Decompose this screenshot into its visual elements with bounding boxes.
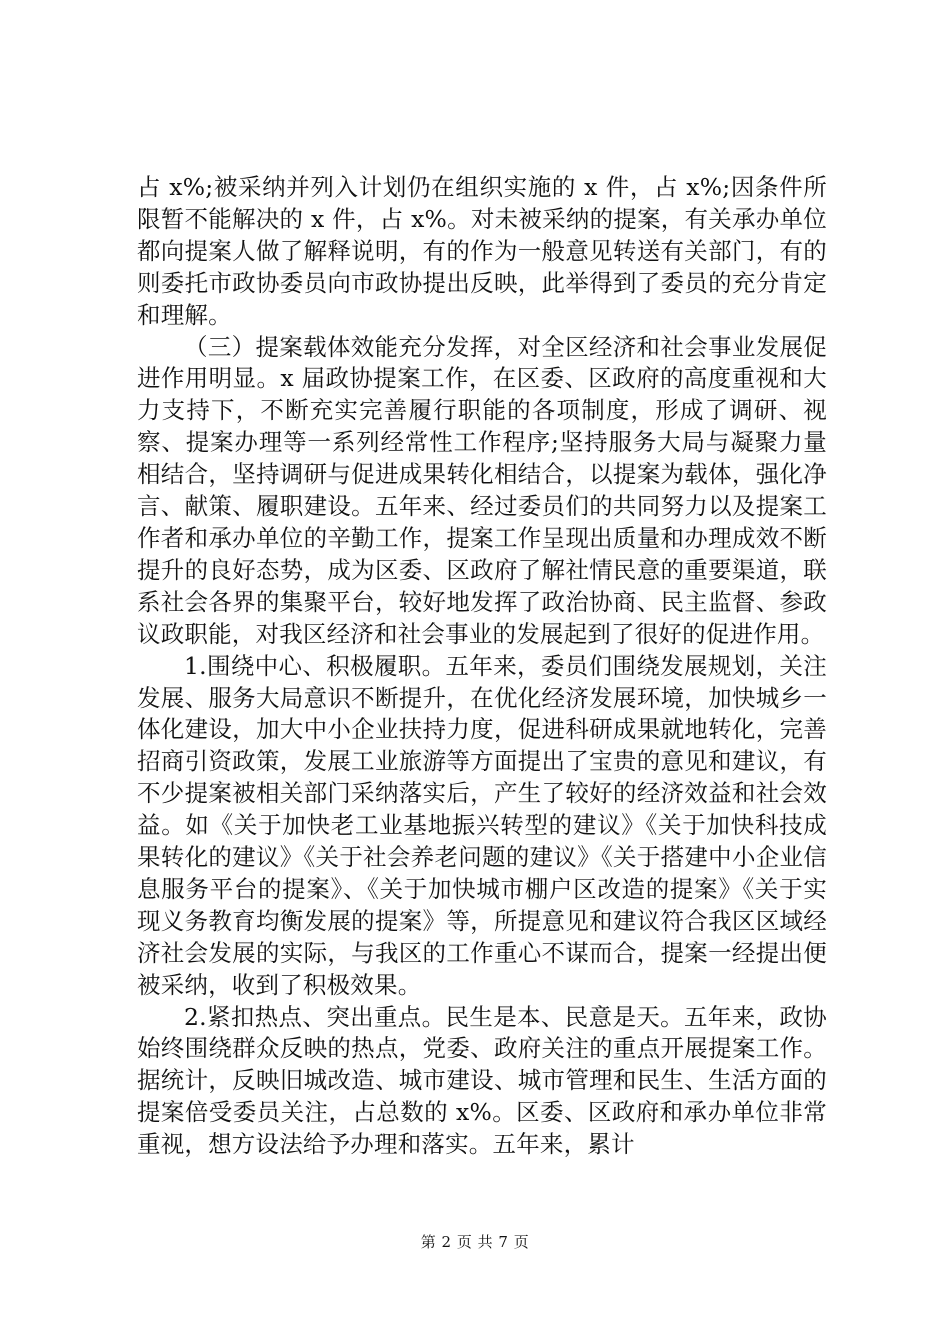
- paragraph-2: （三）提案载体效能充分发挥，对全区经济和社会事业发展促进作用明显。x 届政协提案工作，在区委、区政府的高度重视和大力支持下，不断充实完善履行职能的各项制度，形成了调研、视察、提案办理等一系列经常性工作程序;坚持服务大局与凝聚力量相结合，坚持调研与促进成果转化相结合，以提案为载体，强化净言、献策、履职建设。五年来、经过委员们的共同努力以及提案工作者和承办单位的辛勤工作，提案工作呈现出质量和办理成效不断提升的良好态势，成为区委、区政府了解社情民意的重要渠道，联系社会各界的集聚平台，较好地发挥了政治协商、民主监督、参政议政职能，对我区经济和社会事业的发展起到了很好的促进作用。: [137, 332, 827, 648]
- paragraph-1: 占 x%;被采纳并列入计划仍在组织实施的 x 件，占 x%;因条件所限暂不能解决的 x 件，占 x%。对未被采纳的提案，有关承办单位都向提案人做了解释说明，有的作为一般意见转送有关部门，有的则委托市政协委员向市政协提出反映，此举得到了委员的充分肯定和理解。: [137, 173, 827, 329]
- page-footer: 第 2 页 共 7 页: [420, 1233, 530, 1251]
- body-text: [137, 172, 827, 1161]
- paragraph-4: 2.紧扣热点、突出重点。民生是本、民意是天。五年来，政协始终围绕群众反映的热点，党委、政府关注的重点开展提案工作。据统计，反映旧城改造、城市建设、城市管理和民生、生活方面的提案倍受委员关注，占总数的 x%。区委、区政府和承办单位非常重视，想方设法给予办理和落实。五年来，累计: [137, 1002, 827, 1159]
- paragraph-3: 1.围绕中心、积极履职。五年来，委员们围绕发展规划，关注发展、服务大局意识不断提升，在优化经济发展环境，加快城乡一体化建设，加大中小企业扶持力度，促进科研成果就地转化，完善招商引资政策，发展工业旅游等方面提出了宝贵的意见和建议，有不少提案被相关部门采纳落实后，产生了较好的经济效益和社会效益。如《关于加快老工业基地振兴转型的建议》《关于加快科技成果转化的建议》《关于社会养老问题的建议》《关于搭建中小企业信息服务平台的提案》、《关于加快城市棚户区改造的提案》《关于实现义务教育均衡发展的提案》等，所提意见和建议符合我区区域经济社会发展的实际，与我区的工作重心不谋而合，提案一经提出便被采纳，收到了积极效果。: [137, 651, 827, 999]
